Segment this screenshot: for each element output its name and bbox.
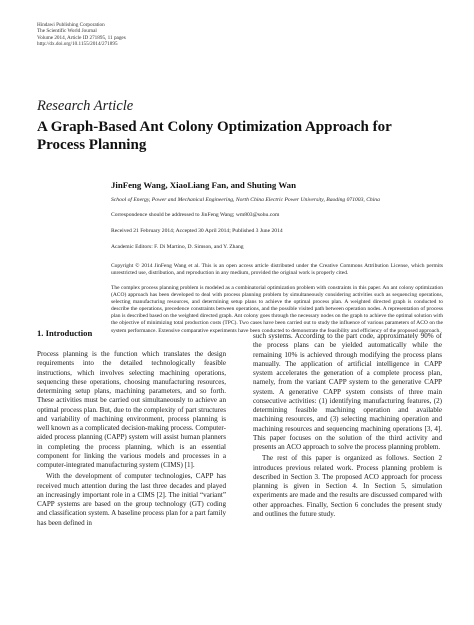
copyright-notice: Copyright © 2014 JinFeng Wang et al. This is an open access article distributed under the Creative Commons Attribution License, which permits unrestricted use, distribution, and reproduction in any medium, provided the original work is properly cited. xyxy=(111,263,443,277)
academic-editors: Academic Editors: F. Di Martino, D. Simson, and Y. Zhang xyxy=(111,244,244,250)
article-type: Research Article xyxy=(37,98,134,114)
volume-info: Volume 2014, Article ID 271895, 11 pages xyxy=(37,34,126,41)
right-column xyxy=(253,332,442,519)
doi-link[interactable]: http://dx.doi.org/10.1155/2014/271895 xyxy=(37,41,118,48)
paragraph: Process planning is the function which translates the design requirements into the detailed technologically feasible instructions, which involves selecting machining operations, sequencing these operations, choosing manufacturing resources, determining setup plans, machining parameters, and so forth. These activities must be carried out simultaneously to achieve an optimal process plan. But, due to the complexity of part structures and variability of machining environment, process planning is well known as a complicated decision-making process. Computer-aided process planning (CAPP) system will assist human planners in completing the process planning, which is an essential component for linking the various models and processes in a computer-integrated manufacturing system (CIMS) [1]. xyxy=(37,350,226,469)
left-column xyxy=(37,328,226,527)
publication-dates: Received 21 February 2014; Accepted 30 April 2014; Published 3 June 2014 xyxy=(111,228,283,234)
affiliation: School of Energy, Power and Mechanical Engineering, North China Electric Power University, Baoding 071003, China xyxy=(111,197,380,203)
paragraph: With the development of computer technologies, CAPP has received much attention during the last three decades and played an increasingly important role in a CIMS [2]. The initial “variant” CAPP systems are based on the group technology (GT) coding and classification system. A baseline process plan for a part family has been defined in xyxy=(37,472,226,527)
correspondence: Correspondence should be addressed to JinFeng Wang; wm803@sohu.com xyxy=(111,212,280,218)
section-heading: 1. Introduction xyxy=(37,328,93,338)
journal-name: The Scientific World Journal xyxy=(37,28,97,35)
paragraph: such systems. According to the part code, approximately 90% of the process plans can be yielded automatically while the remaining 10% is achieved through modifying the process plans manually. The application of artificial intelligence in CAPP system accelerates the generation of a complete process plan, namely, from the variant CAPP system to the generative CAPP system. A generative CAPP system consists of three main consecutive activities: (1) identifying manufacturing features, (2) determining feasible machining operation and available machining resources, and (3) selecting machining operation and machining resources and sequencing machining operations [3, 4]. This paper focuses on the solution of the third activity and presents an ACO approach to solve the process planning problem. xyxy=(253,332,442,451)
article-title: A Graph-Based Ant Colony Optimization Approach for Process Planning xyxy=(37,119,392,153)
journal-metadata xyxy=(37,22,126,48)
paragraph: The rest of this paper is organized as follows. Section 2 introduces previous related work. Process planning problem is described in Section 3. The proposed ACO approach for process planning is given in Section 4. In Section 5, simulation experiments are made and the results are discussed compared with other approaches. Finally, Section 6 concludes the present study and outlines the future study. xyxy=(253,454,442,518)
publisher: Hindawi Publishing Corporation xyxy=(37,22,105,28)
authors: JinFeng Wang, XiaoLiang Fan, and Shuting Wan xyxy=(111,180,296,190)
abstract: The complex process planning problem is modeled as a combinatorial optimization problem with constraints in this paper. An ant colony optimization (ACO) approach has been developed to deal with process planning problem by simultaneously considering activities such as sequencing operations, selecting manufacturing resources, and determining setup plans to achieve the optimal process plan. A weighted directed graph is conducted to describe the operations, precedence constraints between operations, and the possible visited path between operation nodes. A representation of process plan is described based on the weighted directed graph. Ant colony goes through the necessary nodes on the graph to achieve the optimal solution with the objective of minimizing total production costs (TPC). Two cases have been carried out to study the influence of various parameters of ACO on the system performance. Extensive comparative experiments have been conducted to demonstrate the feasibility and efficiency of the proposed approach. xyxy=(111,285,443,334)
